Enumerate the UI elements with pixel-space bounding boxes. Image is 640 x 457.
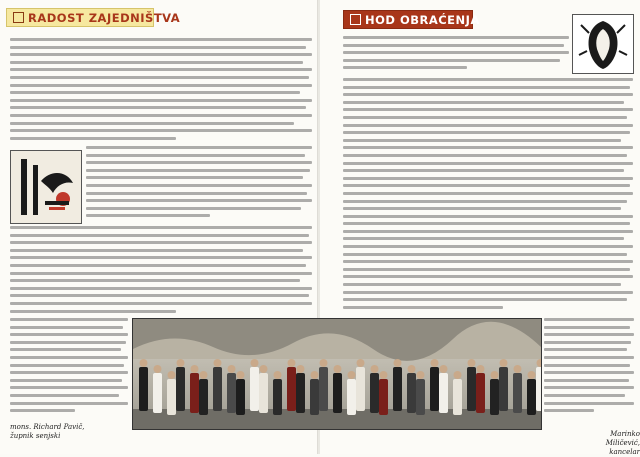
- right-ornament-figure: [572, 14, 634, 74]
- text-line-placeholder: [343, 177, 633, 180]
- right-signature: [582, 430, 640, 457]
- text-line-placeholder: [544, 348, 627, 351]
- crowd-figure-body: [439, 373, 448, 413]
- crowd-figure-body: [259, 373, 268, 413]
- right-heading: HOD OBRAĆENJA: [365, 13, 480, 27]
- text-line-placeholder: [86, 199, 312, 202]
- text-line-placeholder: [343, 131, 630, 134]
- crowd-figure-body: [407, 373, 416, 413]
- crowd-figure-head: [334, 365, 342, 373]
- text-line-placeholder: [343, 298, 627, 301]
- text-line-placeholder: [10, 129, 312, 132]
- crowd-figure-head: [468, 359, 476, 367]
- procession-crowd-picture: [133, 319, 541, 429]
- text-line-placeholder: [10, 379, 122, 382]
- crowd-figure-body: [536, 367, 541, 411]
- crowd-figure-body: [199, 379, 208, 415]
- text-line-placeholder: [343, 200, 627, 203]
- text-line-placeholder: [10, 348, 121, 351]
- text-line-placeholder: [10, 38, 312, 41]
- text-line-placeholder: [10, 84, 312, 87]
- text-line-placeholder: [544, 379, 629, 382]
- crowd-figure-body: [490, 379, 499, 415]
- text-line-placeholder: [544, 333, 634, 336]
- crowd-figure-head: [191, 365, 199, 373]
- left-lower-text: [10, 318, 128, 420]
- text-line-placeholder: [10, 279, 300, 282]
- crowd-figure-head: [320, 359, 328, 367]
- text-line-placeholder: [343, 154, 627, 157]
- text-line-placeholder: [10, 294, 309, 297]
- right-body-text: [343, 78, 633, 318]
- crowd-figure-body: [250, 367, 259, 411]
- crowd-figure-body: [467, 367, 476, 411]
- crowd-figure-head: [528, 371, 536, 379]
- left-body-text: [10, 226, 312, 318]
- crowd-figure-body: [430, 367, 439, 411]
- text-line-placeholder: [10, 61, 303, 64]
- crowd-figure-body: [416, 379, 425, 415]
- text-line-placeholder: [86, 207, 301, 210]
- text-line-placeholder: [10, 99, 312, 102]
- text-line-placeholder: [343, 253, 627, 256]
- text-line-placeholder: [86, 184, 312, 187]
- text-line-placeholder: [10, 386, 128, 389]
- text-line-placeholder: [343, 116, 627, 119]
- crowd-figure-body: [139, 367, 148, 411]
- text-line-placeholder: [10, 91, 300, 94]
- right-heading-banner: [343, 10, 480, 29]
- left-heading-banner: [6, 8, 181, 27]
- text-line-placeholder: [86, 161, 312, 164]
- crowd-figure-head: [274, 371, 282, 379]
- text-line-placeholder: [10, 272, 312, 275]
- text-line-placeholder: [10, 106, 306, 109]
- crowd-figure-body: [227, 373, 236, 413]
- crowd-figure-body: [319, 367, 328, 411]
- text-line-placeholder: [544, 371, 634, 374]
- procession-photo: [132, 318, 542, 430]
- crowd-figure-body: [370, 373, 379, 413]
- text-line-placeholder: [10, 226, 312, 229]
- crowd-figure-head: [228, 365, 236, 373]
- text-line-placeholder: [343, 169, 624, 172]
- text-line-placeholder: [10, 402, 128, 405]
- text-line-placeholder: [544, 394, 625, 397]
- text-line-placeholder: [10, 122, 294, 125]
- left-intro-text: [10, 38, 312, 150]
- text-line-placeholder: [343, 207, 621, 210]
- text-line-placeholder: [343, 59, 560, 62]
- text-line-placeholder: [343, 86, 630, 89]
- right-intro-text: [343, 36, 569, 76]
- text-line-placeholder: [343, 162, 633, 165]
- crowd-figure-head: [371, 365, 379, 373]
- crowd-figure-head: [500, 359, 508, 367]
- crowd-figure-body: [236, 379, 245, 415]
- text-line-placeholder: [343, 139, 621, 142]
- text-line-placeholder: [343, 275, 633, 278]
- crowd-figure-head: [177, 359, 185, 367]
- text-line-placeholder: [10, 53, 312, 56]
- text-line-placeholder: [343, 146, 633, 149]
- text-line-placeholder: [10, 318, 128, 321]
- text-line-placeholder: [343, 124, 633, 127]
- text-line-placeholder: [343, 222, 630, 225]
- text-line-placeholder: [544, 364, 630, 367]
- crowd-figure-head: [168, 371, 176, 379]
- text-line-placeholder: [10, 310, 176, 313]
- text-line-placeholder: [10, 333, 128, 336]
- text-line-placeholder: [86, 214, 210, 217]
- text-line-placeholder: [343, 291, 633, 294]
- text-line-placeholder: [86, 146, 312, 149]
- text-line-placeholder: [10, 46, 306, 49]
- text-line-placeholder: [544, 356, 634, 359]
- crowd-figure-body: [273, 379, 282, 415]
- text-line-placeholder: [343, 44, 564, 47]
- heading-marker-icon: [350, 14, 361, 25]
- crowd-figure-head: [140, 359, 148, 367]
- crowd-figure-head: [357, 359, 365, 367]
- crowd-figure-head: [477, 365, 485, 373]
- text-line-placeholder: [343, 108, 633, 111]
- crowd-figure-body: [333, 373, 342, 413]
- text-line-placeholder: [343, 192, 633, 195]
- text-line-placeholder: [10, 256, 312, 259]
- text-line-placeholder: [10, 371, 128, 374]
- text-line-placeholder: [10, 264, 306, 267]
- text-line-placeholder: [10, 341, 126, 344]
- crowd-figure-body: [167, 379, 176, 415]
- crowd-figure-head: [394, 359, 402, 367]
- crowd-figure-head: [154, 365, 162, 373]
- text-line-placeholder: [343, 93, 633, 96]
- crowd-figure-body: [176, 367, 185, 411]
- text-line-placeholder: [86, 154, 305, 157]
- text-line-placeholder: [10, 137, 176, 140]
- left-signature: [10, 423, 84, 441]
- text-line-placeholder: [86, 192, 307, 195]
- text-line-placeholder: [10, 68, 312, 71]
- text-line-placeholder: [10, 114, 312, 117]
- text-line-placeholder: [343, 184, 630, 187]
- text-line-placeholder: [10, 364, 124, 367]
- crowd-figure-head: [408, 365, 416, 373]
- crowd-figure-head: [491, 371, 499, 379]
- text-line-placeholder: [544, 326, 630, 329]
- right-side-text: [544, 318, 634, 424]
- left-heading: RADOST ZAJEDNIŠTVA: [28, 11, 181, 25]
- text-line-placeholder: [343, 230, 633, 233]
- text-line-placeholder: [343, 51, 569, 54]
- crowd-figure-body: [393, 367, 402, 411]
- text-line-placeholder: [10, 302, 312, 305]
- crowd-figure-head: [417, 371, 425, 379]
- crowd-figure-head: [431, 359, 439, 367]
- text-line-placeholder: [544, 409, 594, 412]
- text-line-placeholder: [343, 306, 503, 309]
- crowd-figure-head: [200, 371, 208, 379]
- text-line-placeholder: [10, 76, 309, 79]
- crowd-figure-head: [514, 365, 522, 373]
- crowd-figure-head: [297, 365, 305, 373]
- text-line-placeholder: [343, 36, 569, 39]
- crowd-figure-body: [287, 367, 296, 411]
- crowd-figure-body: [513, 373, 522, 413]
- text-line-placeholder: [86, 169, 310, 172]
- crowd-figure-head: [260, 365, 268, 373]
- text-line-placeholder: [544, 386, 634, 389]
- crowd-figure-head: [380, 371, 388, 379]
- text-line-placeholder: [343, 268, 630, 271]
- crowd-figure-head: [440, 365, 448, 373]
- crowd-figure-body: [153, 373, 162, 413]
- right-signature-name: Marinko Miličević,: [605, 430, 640, 447]
- text-line-placeholder: [343, 215, 633, 218]
- text-line-placeholder: [343, 101, 624, 104]
- left-signature-role: župnik senjski: [10, 432, 61, 440]
- crowd-figure-head: [237, 371, 245, 379]
- text-line-placeholder: [10, 249, 303, 252]
- crowd-figure-body: [499, 367, 508, 411]
- crowd-figure-head: [251, 359, 259, 367]
- text-line-placeholder: [86, 176, 303, 179]
- crowd-figure-head: [288, 359, 296, 367]
- text-line-placeholder: [343, 283, 621, 286]
- text-line-placeholder: [343, 66, 467, 69]
- text-line-placeholder: [10, 356, 128, 359]
- crowd-figure-body: [296, 373, 305, 413]
- crowd-figure-body: [476, 373, 485, 413]
- crowd-figure-head: [348, 371, 356, 379]
- crowd-figure-body: [190, 373, 199, 413]
- crowd-figure-head: [311, 371, 319, 379]
- text-line-placeholder: [10, 394, 119, 397]
- crowd-figure-body: [347, 379, 356, 415]
- text-line-placeholder: [544, 341, 631, 344]
- left-signature-name: mons. Richard Pavič,: [10, 423, 85, 431]
- heading-marker-icon: [13, 12, 24, 23]
- crowd-figure-body: [356, 367, 365, 411]
- crowd-figure-head: [214, 359, 222, 367]
- text-line-placeholder: [544, 402, 634, 405]
- text-line-placeholder: [343, 78, 633, 81]
- dove-shape-icon: [11, 151, 81, 223]
- crowd-figure-head: [454, 371, 462, 379]
- crowd-figure-body: [527, 379, 536, 415]
- text-line-placeholder: [343, 237, 624, 240]
- text-line-placeholder: [10, 409, 75, 412]
- ornament-figure-icon: [573, 15, 633, 73]
- crowd-figure-body: [310, 379, 319, 415]
- crowd-figure-body: [379, 379, 388, 415]
- text-line-placeholder: [10, 241, 312, 244]
- left-side-text: [86, 146, 312, 226]
- right-signature-role: kancelar: [609, 448, 640, 456]
- text-line-placeholder: [10, 234, 309, 237]
- text-line-placeholder: [544, 318, 634, 321]
- crowd-figure-body: [213, 367, 222, 411]
- text-line-placeholder: [10, 287, 312, 290]
- crowd-figure-body: [453, 379, 462, 415]
- text-line-placeholder: [10, 326, 123, 329]
- left-ornament-figure: [10, 150, 82, 224]
- text-line-placeholder: [343, 245, 633, 248]
- text-line-placeholder: [343, 260, 633, 263]
